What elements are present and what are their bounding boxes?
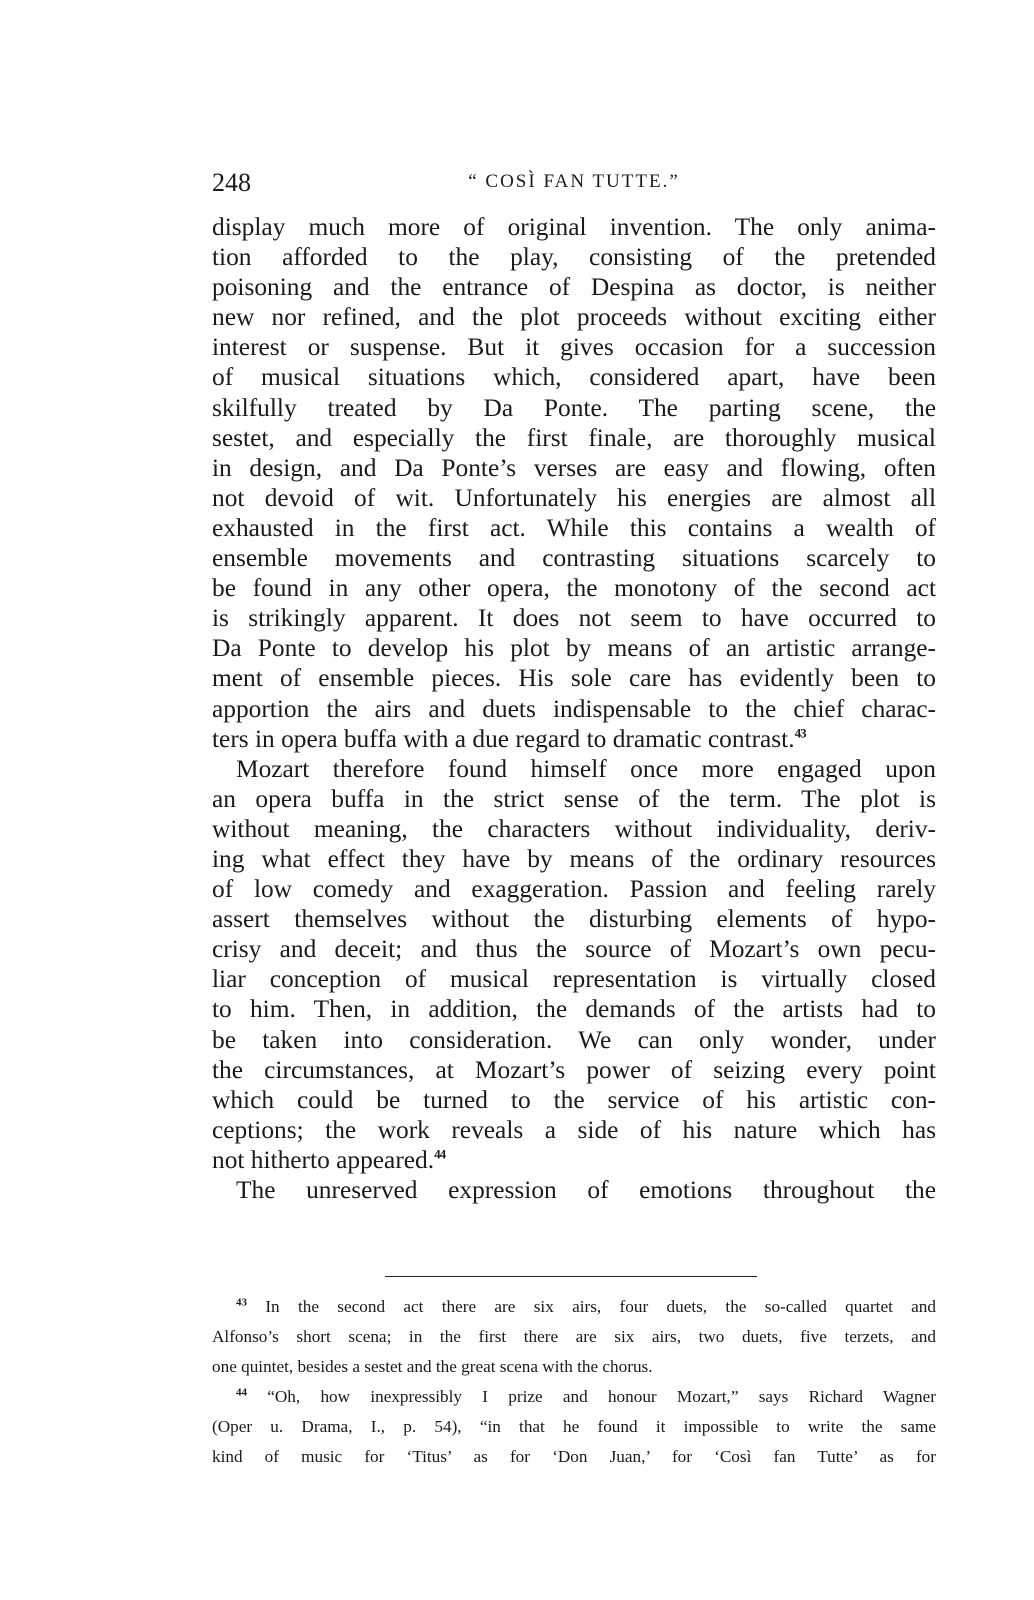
text-line: not devoid of wit. Unfortunately his energies are almost all bbox=[212, 483, 936, 512]
text-line: to him. Then, in addition, the demands of the artists had to bbox=[212, 995, 936, 1024]
text-line: Da Ponte to develop his plot by means of an artistic arrange- bbox=[212, 634, 936, 663]
footnote-44-mark: 44 bbox=[236, 1386, 247, 1399]
footnote-43-line bbox=[212, 1296, 936, 1326]
footnote-text: “Oh, how inexpressibly I prize and honour Mozart,” says Richard Wagner bbox=[247, 1387, 936, 1407]
text-line: tion afforded to the play, consisting of the pretended bbox=[212, 243, 936, 272]
footnote-divider bbox=[385, 1276, 757, 1277]
page-number: 248 bbox=[212, 168, 251, 197]
running-title: “ COSÌ FAN TUTTE.” bbox=[468, 171, 680, 192]
text-line-with-footnote bbox=[212, 724, 936, 754]
paragraph-start-line: Mozart therefore found himself once more engaged upon bbox=[236, 754, 936, 783]
text-line: ment of ensemble pieces. His sole care has evidently been to bbox=[212, 664, 936, 693]
text-line: of low comedy and exaggeration. Passion and feeling rarely bbox=[212, 875, 936, 904]
page-header bbox=[212, 168, 936, 204]
text-line: not hitherto appeared. bbox=[212, 1145, 435, 1174]
footnote-44-line bbox=[212, 1386, 936, 1416]
text-line: assert themselves without the disturbing elements of hypo- bbox=[212, 905, 936, 934]
text-line: display much more of original invention. The only anima- bbox=[212, 213, 936, 241]
text-line: ensemble movements and contrasting situations scarcely to bbox=[212, 544, 936, 573]
text-line: skilfully treated by Da Ponte. The parting scene, the bbox=[212, 393, 936, 422]
text-line: ters in opera buffa with a due regard to dramatic contrast. bbox=[212, 724, 795, 753]
text-line: be taken into consideration. We can only wonder, under bbox=[212, 1025, 936, 1054]
text-line-with-footnote bbox=[212, 1145, 936, 1175]
text-line: of musical situations which, considered apart, have been bbox=[212, 363, 936, 392]
footnote-43-mark: 43 bbox=[236, 1296, 247, 1309]
text-line: ceptions; the work reveals a side of his nature which has bbox=[212, 1115, 936, 1144]
footnotes bbox=[212, 1296, 936, 1477]
footnote-ref-43[interactable]: 43 bbox=[794, 725, 806, 741]
text-line: interest or suspense. But it gives occasion for a succession bbox=[212, 333, 936, 362]
text-line: new nor refined, and the plot proceeds without exciting either bbox=[212, 303, 936, 332]
text-line: exhausted in the first act. While this contains a wealth of bbox=[212, 513, 936, 542]
text-line: the circumstances, at Mozart’s power of seizing every point bbox=[212, 1055, 936, 1084]
footnote-text: (Oper u. Drama, I., p. 54), “in that he found it impossible to write the same bbox=[212, 1417, 936, 1437]
footnote-text: kind of music for ‘Titus’ as for ‘Don Juan,’ for ‘Così fan Tutte’ as for bbox=[212, 1447, 936, 1467]
text-line: be found in any other opera, the monotony of the second act bbox=[212, 574, 936, 603]
footnote-text: In the second act there are six airs, four duets, the so-called quartet and bbox=[247, 1297, 936, 1316]
text-line: apportion the airs and duets indispensable to the chief charac- bbox=[212, 694, 936, 723]
footnote-text: Alfonso’s short scena; in the first there are six airs, two duets, five terzets, and bbox=[212, 1327, 936, 1347]
text-line: crisy and deceit; and thus the source of Mozart’s own pecu- bbox=[212, 935, 936, 964]
text-line: without meaning, the characters without individuality, deriv- bbox=[212, 814, 936, 843]
body-text bbox=[212, 212, 936, 1205]
footnote-ref-44[interactable]: 44 bbox=[434, 1146, 446, 1162]
text-line: poisoning and the entrance of Despina as doctor, is neither bbox=[212, 273, 936, 302]
text-line: ing what effect they have by means of the ordinary resources bbox=[212, 844, 936, 873]
text-line: sestet, and especially the first finale, are thoroughly musical bbox=[212, 423, 936, 452]
text-line: an opera buffa in the strict sense of the term. The plot is bbox=[212, 784, 936, 813]
text-line: which could be turned to the service of his artistic con- bbox=[212, 1085, 936, 1114]
text-line: in design, and Da Ponte’s verses are easy and flowing, often bbox=[212, 453, 936, 482]
paragraph-start-line: The unreserved expression of emotions throughout the bbox=[236, 1176, 936, 1204]
text-line: liar conception of musical representation is virtually closed bbox=[212, 965, 936, 994]
footnote-text: one quintet, besides a sestet and the great scena with the chorus. bbox=[212, 1357, 653, 1377]
text-line: is strikingly apparent. It does not seem to have occurred to bbox=[212, 604, 936, 633]
